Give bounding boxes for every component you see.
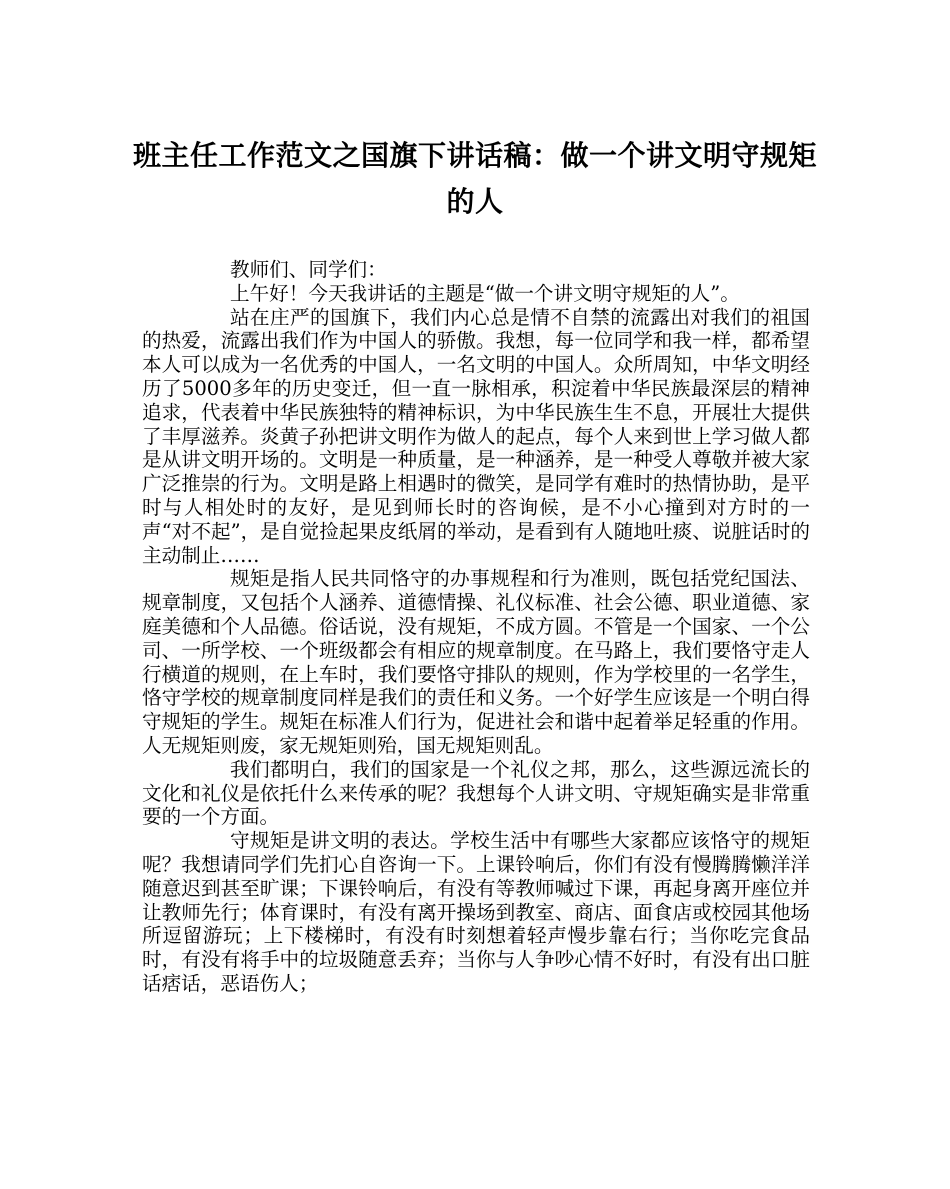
- school-rules-paragraph: 守规矩是讲文明的表达。学校生活中有哪些大家都应该恪守的规矩呢？我想请同学们先扪心自咨询一下。上课铃响后，你们有没有慢腾腾懒洋洋随意迟到甚至旷课；下课铃响后，有没有等教师喊过下课，再起身离开座位并让教师先行；体育课时，有没有离开操场到教室、商店、面食店或校园其他场所逗留游玩；上下楼梯时，有没有时刻想着轻声慢步靠右行；当你吃完食品时，有没有将手中的垃圾随意丢弃；当你与人争吵心情不好时，有没有出口脏话痞话，恶语伤人；: [142, 829, 810, 995]
- etiquette-paragraph: 我们都明白，我们的国家是一个礼仪之邦，那么，这些源远流长的文化和礼仪是依托什么来传承的呢？我想每个人讲文明、守规矩确实是非常重要的一个方面。: [142, 757, 810, 829]
- document-title: 班主任工作范文之国旗下讲话稿：做一个讲文明守规矩的人: [132, 139, 817, 218]
- opening-paragraph: 上午好！今天我讲话的主题是“做一个讲文明守规矩的人”。: [230, 281, 740, 305]
- rules-paragraph: 规矩是指人民共同恪守的办事规程和行为准则，既包括党纪国法、规章制度，又包括个人涵养、道德情操、礼仪标准、社会公德、职业道德、家庭美德和个人品德。俗话说，没有规矩，不成方圆。不管是一个国家、一个公司、一所学校、一个班级都会有相应的规章制度。在马路上，我们要恪守走人行横道的规则，在上车时，我们要恪守排队的规则，作为学校里的一名学生，恪守学校的规章制度同样是我们的责任和义务。一个好学生应该是一个明白得守规矩的学生。规矩在标准人们行为，促进社会和谐中起着举足轻重的作用。人无规矩则废，家无规矩则殆，国无规矩则乱。: [142, 567, 810, 757]
- greeting-paragraph: 教师们、同学们：: [230, 258, 387, 281]
- document-body: [142, 258, 810, 996]
- civility-paragraph: 站在庄严的国旗下，我们内心总是情不自禁的流露出对我们的祖国的热爱，流露出我们作为中国人的骄傲。我想，每一位同学和我一样，都希望本人可以成为一名优秀的中国人，一名文明的中国人。众所周知，中华文明经历了5000多年的历史变迁，但一直一脉相承，积淀着中华民族最深层的精神追求，代表着中华民族独特的精神标识，为中华民族生生不息，开展壮大提供了丰厚滋养。炎黄子孙把讲文明作为做人的起点，每个人来到世上学习做人都是从讲文明开场的。文明是一种质量，是一种涵养，是一种受人尊敬并被大家广泛推崇的行为。文明是路上相遇时的微笑，是同学有难时的热情协助，是平时与人相处时的友好，是见到师长时的咨询候，是不小心撞到对方时的一声“对不起”，是自觉捡起果皮纸屑的举动，是看到有人随地吐痰、说脏话时的主动制止……: [142, 305, 810, 567]
